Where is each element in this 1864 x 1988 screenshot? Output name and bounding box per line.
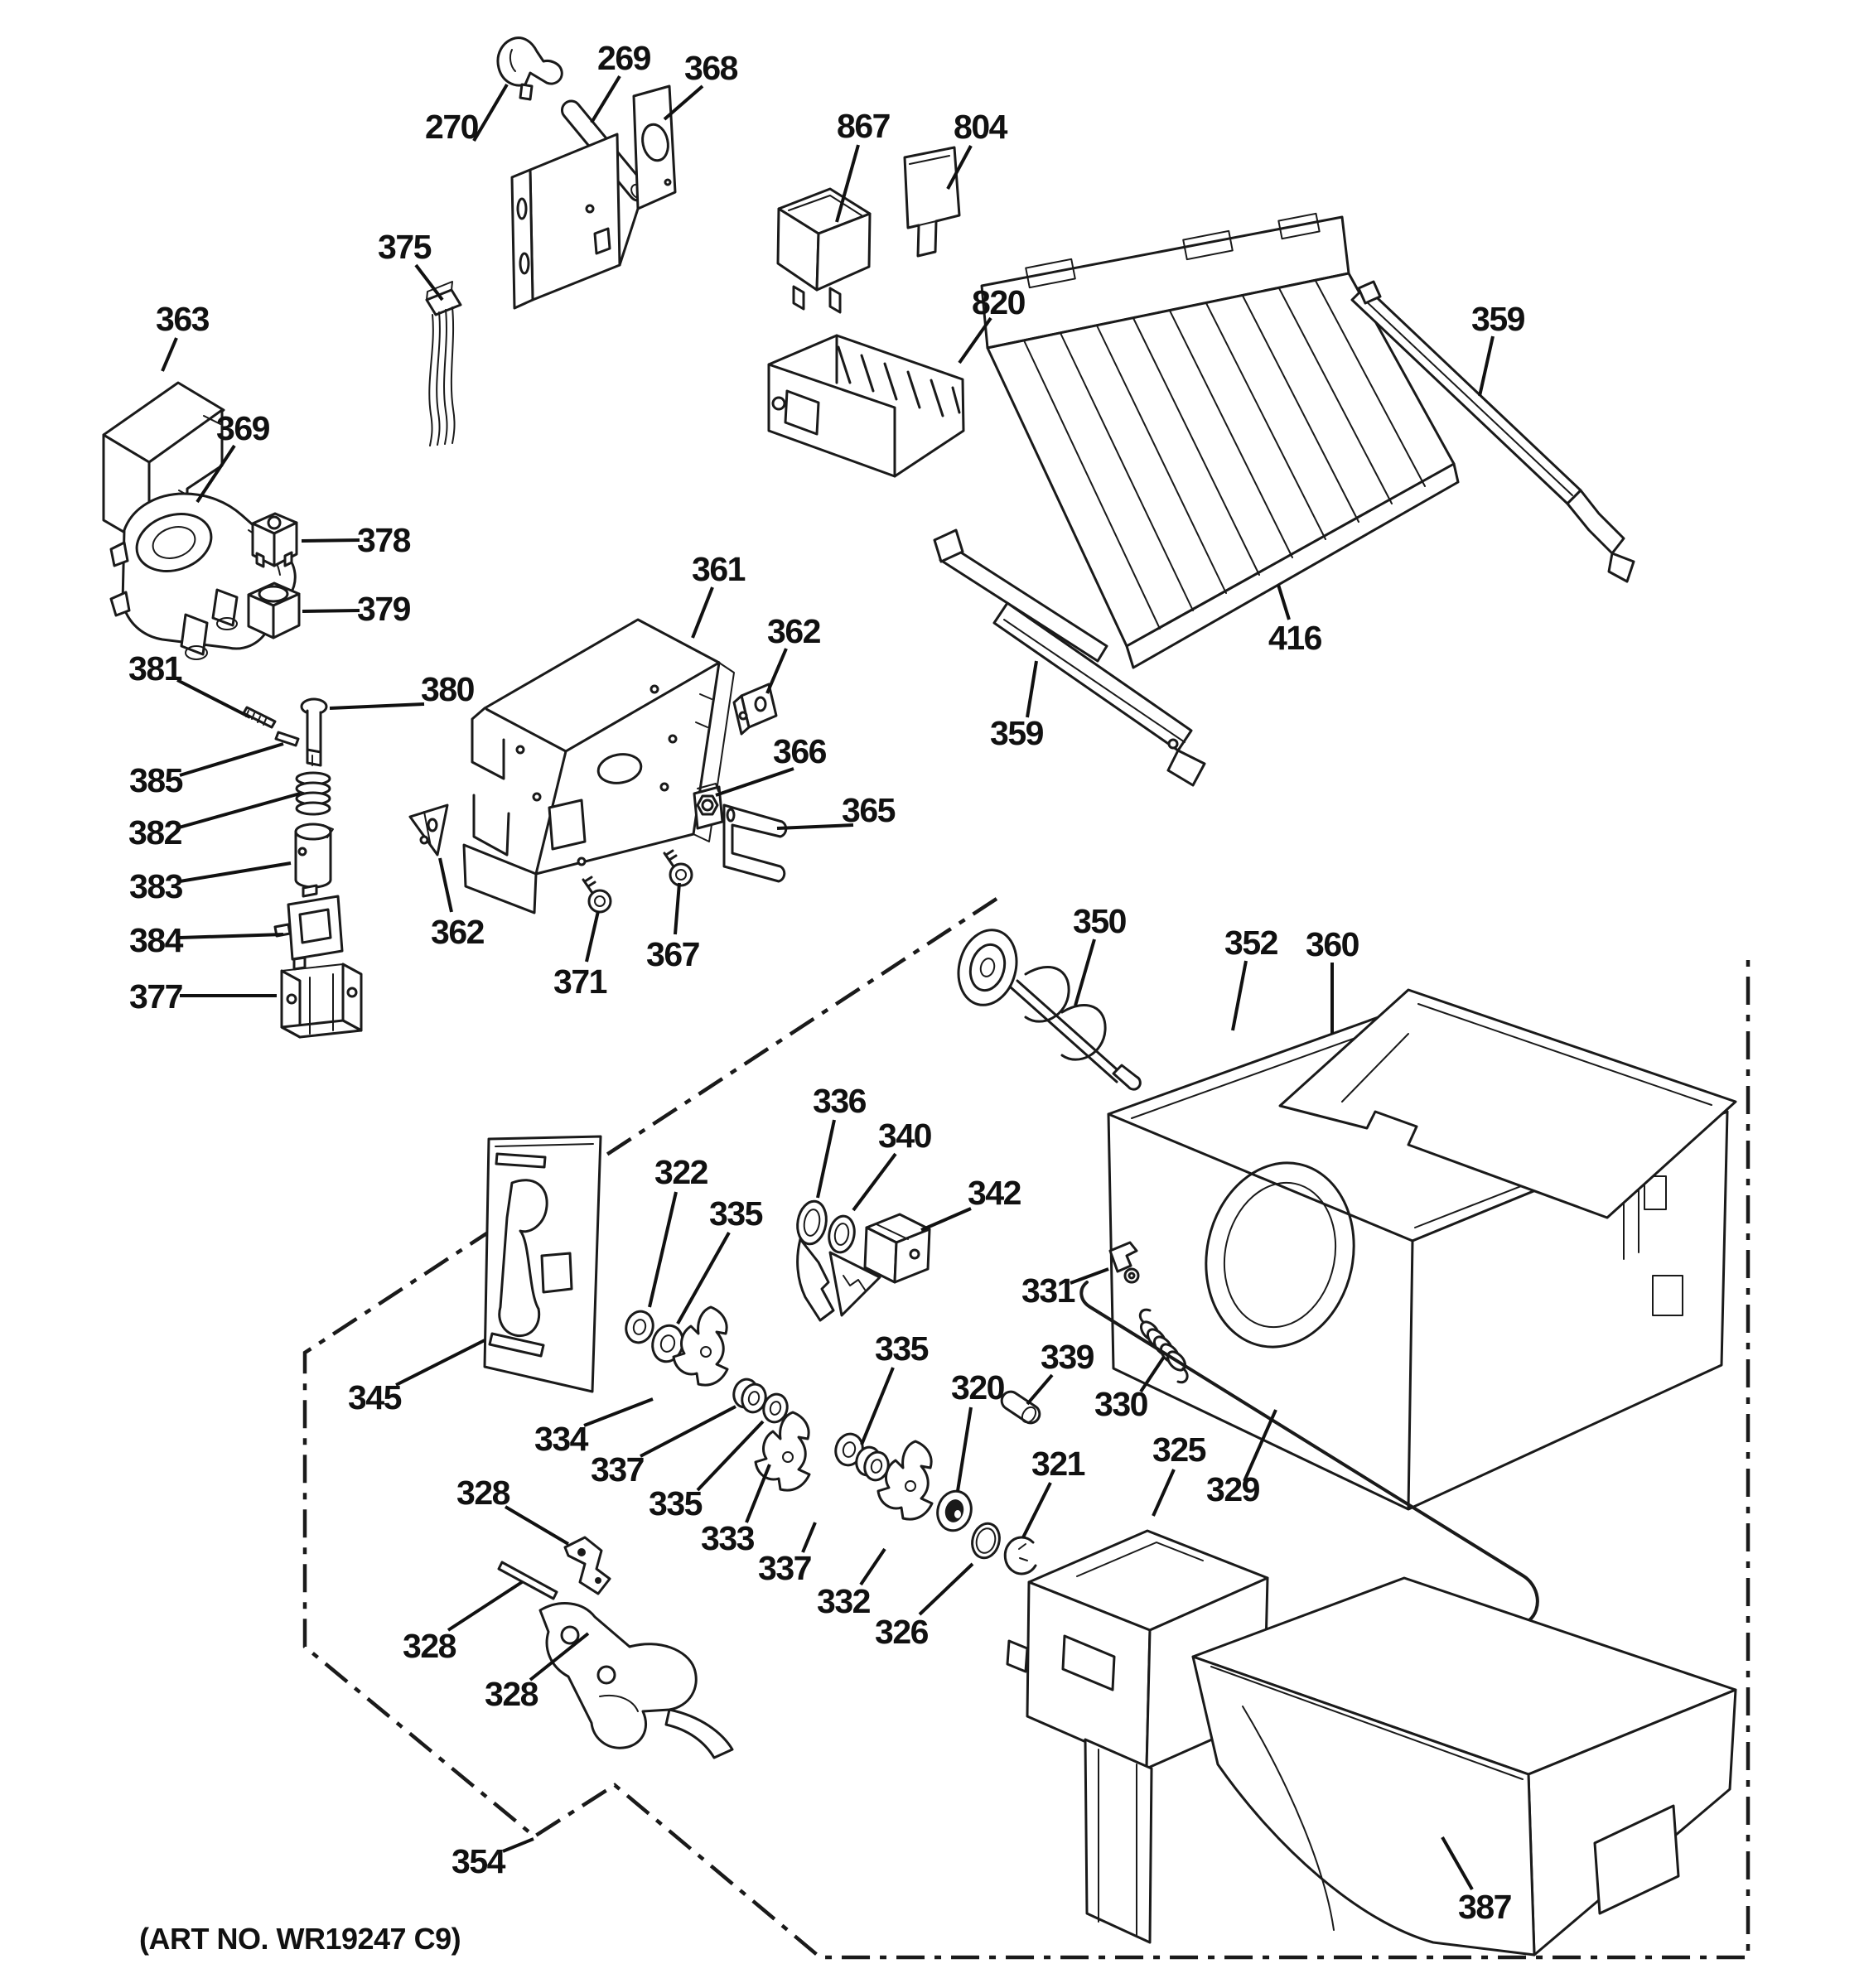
callout-365-25: 365 — [842, 791, 895, 829]
callout-335-36: 335 — [709, 1194, 762, 1233]
art-number: (ART NO. WR19247 C9) — [139, 1922, 461, 1956]
leader-line-382-17 — [179, 794, 300, 828]
callout-336-32: 336 — [813, 1082, 866, 1120]
leader-line-378-12 — [302, 540, 360, 541]
leader-line-328-52 — [505, 1507, 568, 1544]
callout-342-34: 342 — [968, 1174, 1021, 1212]
callout-371-27: 371 — [553, 963, 606, 1001]
callout-335-44: 335 — [649, 1484, 702, 1522]
callout-340-33: 340 — [878, 1117, 931, 1155]
leader-line-270-0 — [474, 84, 507, 141]
callout-368-2: 368 — [684, 49, 737, 87]
part-angle-bracket-362-upper — [734, 684, 776, 734]
callout-329-51: 329 — [1206, 1470, 1259, 1508]
callout-352-29: 352 — [1224, 924, 1277, 962]
callout-337-43: 337 — [591, 1450, 644, 1489]
part-trigger-328c — [540, 1604, 732, 1758]
part-cam-332 — [878, 1441, 932, 1519]
leader-line-362-21 — [440, 858, 452, 912]
part-control-housing-361 — [464, 620, 734, 913]
leader-line-332-47 — [861, 1549, 885, 1585]
callout-345-41: 345 — [348, 1378, 401, 1416]
leader-line-325-50 — [1153, 1469, 1174, 1516]
callout-416-7: 416 — [1268, 619, 1321, 657]
part-ice-tray-867 — [778, 189, 870, 312]
callout-350-28: 350 — [1073, 902, 1126, 940]
callout-382-17: 382 — [128, 813, 181, 852]
callout-354-55: 354 — [452, 1842, 505, 1880]
callout-320-38: 320 — [951, 1368, 1004, 1407]
callout-339-39: 339 — [1041, 1338, 1094, 1376]
part-screw-367 — [664, 851, 692, 885]
leader-line-328-53 — [448, 1582, 522, 1630]
leader-line-333-45 — [746, 1464, 770, 1522]
callout-377-20: 377 — [129, 977, 182, 1016]
part-clevis-365 — [724, 805, 786, 881]
part-plate-345 — [485, 1136, 601, 1392]
leader-line-320-38 — [958, 1407, 971, 1491]
callout-379-13: 379 — [357, 590, 410, 628]
callout-337-46: 337 — [758, 1549, 811, 1587]
leader-line-335-37 — [862, 1368, 893, 1445]
leader-line-384-19 — [180, 934, 283, 938]
callout-369-10: 369 — [216, 409, 269, 447]
part-auger-350 — [950, 924, 1140, 1089]
part-screw-371 — [583, 877, 611, 912]
leader-line-322-35 — [650, 1192, 676, 1307]
leader-line-385-16 — [180, 744, 283, 775]
callout-387-56: 387 — [1458, 1888, 1511, 1926]
part-bracket-384 — [275, 885, 342, 969]
leader-line-342-34 — [921, 1209, 971, 1230]
leader-line-350-28 — [1075, 939, 1094, 1006]
callout-380-15: 380 — [421, 670, 474, 708]
part-washer-322 — [623, 1309, 657, 1346]
leader-line-380-15 — [330, 704, 424, 708]
leader-line-379-13 — [302, 610, 360, 611]
leader-line-352-29 — [1233, 961, 1246, 1030]
leader-line-331-31 — [1070, 1269, 1108, 1283]
leader-line-340-33 — [853, 1154, 896, 1210]
leader-line-337-46 — [803, 1522, 815, 1552]
part-harness-375 — [427, 282, 461, 446]
callout-820-5: 820 — [972, 283, 1025, 321]
leader-line-321-49 — [1023, 1483, 1050, 1537]
callout-325-50: 325 — [1152, 1431, 1205, 1469]
callout-328-52: 328 — [456, 1474, 509, 1512]
part-cylinder-383 — [296, 824, 333, 887]
callout-867-3: 867 — [837, 107, 890, 145]
leader-line-367-26 — [675, 883, 679, 934]
part-ring-pawl-336 — [794, 1199, 833, 1320]
part-plunger-380 — [302, 699, 326, 765]
callout-385-16: 385 — [129, 761, 182, 799]
callout-269-1: 269 — [597, 39, 650, 77]
leader-line-361-22 — [693, 587, 712, 638]
leader-line-383-18 — [180, 863, 291, 881]
callout-359-6: 359 — [1471, 300, 1524, 338]
part-shield-804 — [905, 147, 959, 256]
leader-line-345-41 — [396, 1340, 485, 1385]
callout-333-45: 333 — [701, 1519, 754, 1557]
callout-332-47: 332 — [817, 1582, 870, 1620]
callout-334-42: 334 — [534, 1420, 587, 1458]
part-spring-382 — [297, 773, 330, 814]
leader-line-326-48 — [920, 1564, 973, 1614]
leader-line-381-14 — [177, 680, 250, 717]
part-angle-bracket-362-lower — [410, 805, 447, 855]
leader-line-363-9 — [162, 338, 176, 371]
leader-line-336-32 — [818, 1120, 834, 1198]
callout-381-14: 381 — [128, 649, 181, 688]
leader-line-334-42 — [584, 1399, 653, 1426]
callout-366-24: 366 — [773, 732, 826, 770]
part-solenoid-cube-379 — [249, 583, 299, 638]
callout-362-23: 362 — [767, 612, 820, 650]
callout-270-0: 270 — [425, 108, 478, 146]
callout-360-30: 360 — [1306, 925, 1359, 963]
leader-line-371-27 — [587, 911, 598, 962]
leader-line-354-55 — [503, 1839, 534, 1851]
callout-330-40: 330 — [1094, 1385, 1147, 1423]
callout-378-12: 378 — [357, 521, 410, 559]
callout-383-18: 383 — [129, 867, 182, 905]
part-shelf-grid-416 — [982, 214, 1458, 668]
callout-363-9: 363 — [156, 300, 209, 338]
leader-line-359-8 — [1027, 661, 1036, 717]
callout-322-35: 322 — [654, 1153, 707, 1191]
callout-328-53: 328 — [403, 1627, 456, 1665]
leader-line-335-44 — [698, 1421, 763, 1490]
leader-line-337-43 — [640, 1407, 736, 1456]
callout-367-26: 367 — [646, 935, 699, 973]
part-grommet-320 — [933, 1488, 975, 1535]
part-icemaker-820 — [769, 335, 963, 476]
callout-362-21: 362 — [431, 913, 484, 951]
leader-line-362-23 — [767, 649, 786, 693]
leader-line-339-39 — [1027, 1375, 1052, 1404]
callout-321-49: 321 — [1031, 1445, 1084, 1483]
callout-326-48: 326 — [875, 1613, 928, 1651]
leader-line-375-11 — [416, 265, 442, 300]
callout-335-37: 335 — [875, 1329, 928, 1368]
callout-384-19: 384 — [129, 921, 182, 959]
leader-line-335-36 — [678, 1233, 729, 1324]
part-frame-377 — [282, 964, 361, 1037]
leader-line-359-6 — [1480, 336, 1493, 396]
callout-361-22: 361 — [692, 550, 745, 588]
part-o-ring-326 — [968, 1521, 1003, 1561]
callout-359-8: 359 — [990, 714, 1043, 752]
part-lever-328a — [565, 1537, 610, 1594]
leader-line-269-1 — [592, 76, 620, 123]
part-e-ring-321 — [1005, 1537, 1036, 1574]
part-fill-tube-grommet-270 — [498, 38, 562, 99]
callout-328-54: 328 — [485, 1675, 538, 1713]
part-solenoid-378 — [253, 514, 297, 567]
callout-331-31: 331 — [1021, 1271, 1074, 1310]
leader-line-416-7 — [1278, 585, 1289, 620]
leader-line-366-24 — [716, 769, 794, 795]
callout-804-4: 804 — [954, 108, 1007, 146]
part-block-342 — [865, 1214, 930, 1282]
callout-375-11: 375 — [378, 228, 431, 266]
